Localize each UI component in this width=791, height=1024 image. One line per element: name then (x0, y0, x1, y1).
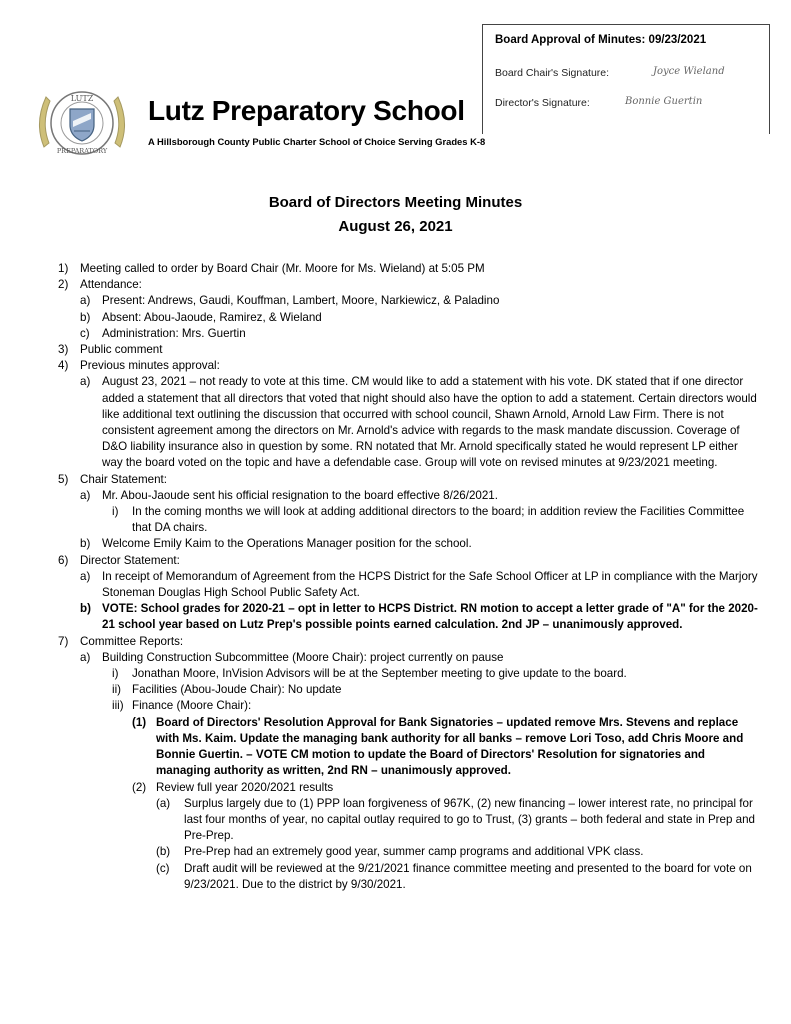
approval-box (482, 24, 770, 134)
minutes-item-text: Building Construction Subcommittee (Moore Chair): project currently on pause (102, 650, 504, 664)
minutes-item-label: (c) (156, 861, 170, 875)
minutes-item (58, 634, 758, 650)
minutes-item (58, 358, 758, 374)
minutes-item-label: (1) (132, 715, 147, 729)
minutes-item-text: Attendance: (80, 278, 142, 292)
minutes-item-label: i) (112, 505, 119, 519)
minutes-item (58, 682, 758, 698)
minutes-item-text: Surplus largely due to (1) PPP loan forgiveness of 967K, (2) new financing – lower interest rate, no principal for last four months of year, no capital outlay required to go to Trust, (3) grants – both federal and state in Prep and Pre-Prep. (184, 796, 756, 843)
minutes-item-label: a) (80, 294, 91, 308)
minutes-item-label: 1) (58, 262, 69, 275)
minutes-item-label: i) (112, 667, 119, 681)
minutes-item-text: Present: Andrews, Gaudi, Kouffman, Lambert, Moore, Narkiewicz, & Paladino (102, 294, 500, 308)
minutes-item-text: Chair Statement: (80, 472, 167, 486)
minutes-item-text: Absent: Abou-Jaoude, Ramirez, & Wieland (102, 310, 322, 324)
school-name: Lutz Preparatory School (148, 95, 465, 126)
minutes-item-text: Director Statement: (80, 553, 180, 567)
minutes-item-text: Jonathan Moore, InVision Advisors will be at the September meeting to give update to the board. (132, 667, 627, 681)
minutes-item (58, 342, 758, 358)
minutes-item (58, 277, 758, 293)
chair-signature-label: Board Chair's Signature: (495, 67, 610, 79)
minutes-item (58, 780, 758, 796)
chair-signature: Joyce Wieland (653, 66, 725, 77)
minutes-item (58, 504, 758, 536)
minutes-item (58, 715, 758, 780)
minutes-item (58, 374, 758, 471)
minutes-item-label: b) (80, 537, 91, 551)
minutes-item-text: Committee Reports: (80, 634, 184, 648)
minutes-item (58, 698, 758, 714)
minutes-item-label: 6) (58, 553, 69, 567)
minutes-item-label: a) (80, 375, 91, 389)
minutes-item (58, 488, 758, 504)
minutes-item (58, 569, 758, 601)
minutes-item-text: Facilities (Abou-Joude Chair): No update (132, 683, 342, 697)
minutes-item-label: a) (80, 569, 91, 583)
minutes-item (58, 650, 758, 666)
logo-text-top: LUTZ (70, 94, 94, 103)
minutes-item-label: 5) (58, 472, 69, 486)
minutes-item (58, 326, 758, 342)
minutes-item-label: 2) (58, 278, 69, 292)
minutes-item-label: a) (80, 650, 91, 664)
minutes-item (58, 601, 758, 633)
minutes-item-text: Pre-Prep had an extremely good year, summer camp programs and additional VPK class. (184, 845, 644, 859)
approval-title: Board Approval of Minutes: 09/23/2021 (495, 34, 707, 46)
minutes-item-text: Mr. Abou-Jaoude sent his official resignation to the board effective 8/26/2021. (102, 488, 498, 502)
school-tagline: A Hillsborough County Public Charter School of Choice Serving Grades K-8 (148, 136, 486, 147)
director-signature-label: Director's Signature: (495, 97, 590, 109)
minutes-item (58, 861, 758, 893)
minutes-item (58, 796, 758, 845)
minutes-item-text: Board of Directors' Resolution Approval for Bank Signatories – updated remove Mrs. Stevens and replace with Ms. Kaim. Update the managing bank authority for all banks – remove Lori Toso, add Chris Moore and Bonnie Guertin. – VOTE CM motion to update the Board of Directors' Resolution for signatories and managing authority as written, 2nd RN – unanimously approved. (156, 715, 744, 778)
minutes-item-text: Review full year 2020/2021 results (156, 780, 334, 794)
minutes-item-text: Welcome Emily Kaim to the Operations Manager position for the school. (102, 537, 472, 551)
minutes-item-text: VOTE: School grades for 2020-21 – opt in letter to HCPS District. RN motion to accept a letter grade of "A" for the 2020-21 school year based on Lutz Prep's possible points earned calculation. 2nd JP – unanimously approved. (102, 602, 758, 632)
minutes-item-label: b) (80, 602, 91, 616)
minutes-item-label: 7) (58, 634, 69, 648)
minutes-item-label: a) (80, 488, 91, 502)
logo-text-bottom: PREPARATORY (56, 147, 108, 155)
minutes-item (58, 472, 758, 488)
minutes-item-text: In receipt of Memorandum of Agreement from the HCPS District for the Safe School Officer at LP in compliance with the Marjory Stoneman Douglas High School Public Safety Act. (102, 569, 758, 600)
minutes-item-text: Draft audit will be reviewed at the 9/21/2021 finance committee meeting and presented to the board for vote on 9/23/2021. Due to the district by 9/30/2021. (184, 861, 752, 891)
minutes-list (58, 261, 758, 893)
minutes-item-text: Public comment (80, 343, 163, 357)
minutes-item-label: (b) (156, 845, 171, 859)
minutes-item-text: Meeting called to order by Board Chair (Mr. Moore for Ms. Wieland) at 5:05 PM (80, 262, 485, 275)
minutes-item (58, 666, 758, 682)
minutes-item-text: August 23, 2021 – not ready to vote at this time. CM would like to add a statement with his vote. DK stated that if one director added a statement that all directors that voted that night should also have the option to add a statement. Certain directors would like additional text outlining the discussion that occurred with school council, Shawn Arnold, Arnold Law Firm. There is not consistent agreement among the directors on Mr. Arnold's advice with regards to the mask mandate discussion. Coverage of D&O liability insurance also in question by some. RN notated that Mr. Arnold specifically stated he would represent LP either way the board voted on the topic and have a defendable case. Group will vote on revised minutes at 9/23/2021 meeting. (102, 375, 757, 470)
document-date: August 26, 2021 (338, 218, 453, 235)
minutes-item-label: (a) (156, 796, 171, 810)
minutes-item-label: iii) (112, 699, 124, 713)
minutes-item (58, 844, 758, 860)
minutes-item-label: b) (80, 310, 91, 324)
minutes-item-text: Finance (Moore Chair): (132, 699, 252, 713)
minutes-item-text: Previous minutes approval: (80, 359, 220, 373)
director-signature: Bonnie Guertin (625, 96, 703, 107)
minutes-item-label: c) (80, 326, 90, 340)
minutes-item-label: (2) (132, 780, 147, 794)
document-title: Board of Directors Meeting Minutes (268, 194, 523, 211)
minutes-item (58, 261, 758, 277)
crest-icon (30, 83, 134, 163)
minutes-item-label: 4) (58, 359, 69, 373)
minutes-item (58, 536, 758, 552)
minutes-item (58, 310, 758, 326)
minutes-item (58, 293, 758, 309)
minutes-item-label: 3) (58, 343, 69, 357)
minutes-item-label: ii) (112, 683, 122, 697)
minutes-item (58, 553, 758, 569)
school-logo (30, 83, 134, 163)
minutes-item-text: Administration: Mrs. Guertin (102, 326, 246, 340)
minutes-item-text: In the coming months we will look at adding additional directors to the board; in addition review the Facilities Committee that DA chairs. (132, 505, 745, 535)
